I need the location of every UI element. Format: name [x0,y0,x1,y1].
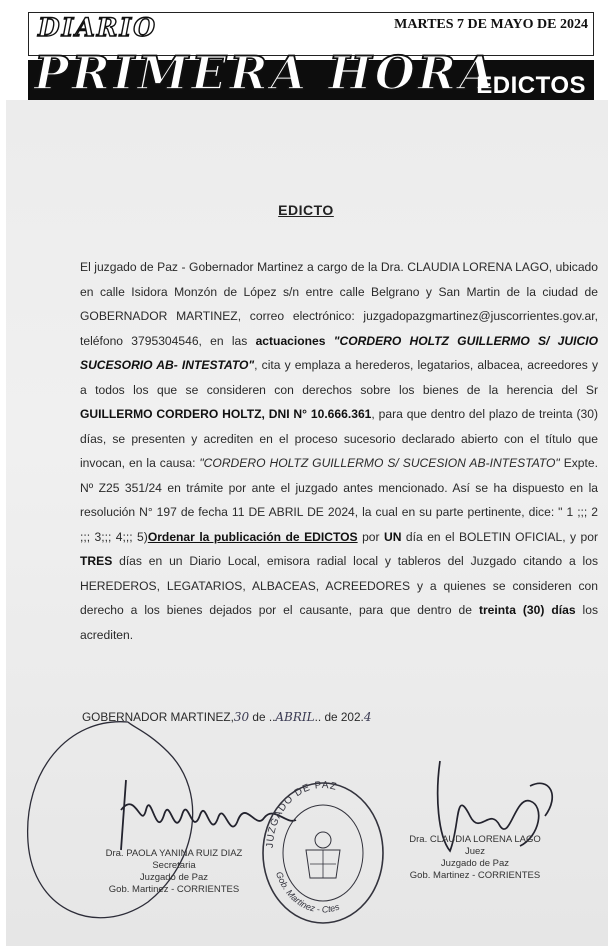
order-text: Ordenar la publicación de EDICTOS [147,529,358,544]
newspaper-header [0,0,612,106]
judge-name: Dra. CLAUDIA LORENA LAGO [409,834,541,845]
closing-line: GOBERNADOR MARTINEZ,30 de ..ABRIL.. de 202.4 [82,710,372,724]
body-part: día en el BOLETIN OFICIAL, y por [401,529,598,544]
closing-month: ABRIL [275,710,315,724]
seal-bottom-text: Gob. Martinez - Ctes [274,870,341,915]
deceased-name: GUILLERMO CORDERO HOLTZ, DNI N° 10.666.361 [80,407,372,421]
body-bold: actuaciones [255,333,326,348]
case-title: "CORDERO HOLTZ GUILLERMO S/ JUICIO SUCESORIO AB- INTESTATO" [80,333,598,372]
body-bold: TRES [80,554,113,568]
issue-date: MARTES 7 DE MAYO DE 2024 [394,17,588,32]
closing-year-digit: 4 [363,710,372,724]
svg-text:Gob. Martinez - Ctes [274,870,341,914]
closing-day: 30 [233,710,250,724]
judge-signature-block [380,834,570,882]
closing-de: de [252,710,266,724]
court-seal [258,778,388,928]
secretary-signature-block [84,848,264,896]
coat-of-arms-icon [306,832,340,878]
seal-top-text: JUZGADO DE PAZ [264,779,339,849]
body-bold: treinta (30) días [478,603,576,617]
body-bold: UN [384,529,402,544]
closing-year: de 202. [324,710,364,724]
secretary-office: Juzgado de Paz [139,872,209,883]
section-label: EDICTOS [476,72,586,99]
body-part: , cita y emplaza a herederos, legatarios, albacea, acreedores y a todos los que se consideren con derechos sobre los bienes de la herencia del Sr [80,358,598,397]
judge-role: Juez [464,846,486,857]
brand-top: DIARIO [38,13,158,42]
secretary-name: Dra. PAOLA YANINA RUIZ DIAZ [105,848,243,859]
judge-place: Gob. Martinez - CORRIENTES [409,870,541,881]
secretary-place: Gob. Martinez - CORRIENTES [108,884,240,895]
document-title: EDICTO [278,202,334,218]
body-part: por [357,529,384,544]
body-part: , para que dentro del plazo de treinta (30) días, se presenten y acrediten en el proceso sucesorio declarado abierto con el título que invocan, en la causa: [80,407,598,470]
secretary-role: Secretaria [152,860,196,871]
edict-body [80,255,598,647]
body-part: El juzgado de Paz - Gobernador Martinez a cargo de la Dra. CLAUDIA LORENA LAGO, ubicado en calle Isidora Monzón de López s/n entre calle Belgrano y San Martin de la ciudad de GOBERNADOR MARTINEZ, correo electrónico: juzgadopazgmartinez@juscorrientes.gov.ar, teléfono 3795304546, en las [80,260,598,348]
closing-place: GOBERNADOR MARTINEZ, [82,710,234,724]
body-part: Expte. Nº Z25 351/24 en trámite por ante el juzgado antes mencionado. Así se ha dispuesto en la resolución N° 197 de fecha 11 DE ABRIL DE 2024, la cual en su parte pertinente, dice: " 1 ;;; 2 ;;; 3;;; 4;;; 5) [80,456,598,544]
case-title-2: "CORDERO HOLTZ GUILLERMO S/ SUCESION AB-INTESTATO" [199,456,560,470]
svg-text:JUZGADO DE PAZ [265,780,338,848]
body-part: los acrediten. [80,603,598,642]
body-part: días en un Diario Local, emisora radial local y tableros del Juzgado citando a los HEREDEROS, LEGATARIOS, ALBACEAS, ACREEDORES y a quienes se consideren con derecho a los bienes dejados por el causante, para que dentro de [80,554,598,617]
brand-main: PRIMERA HORA [34,46,498,100]
judge-office: Juzgado de Paz [440,858,510,869]
